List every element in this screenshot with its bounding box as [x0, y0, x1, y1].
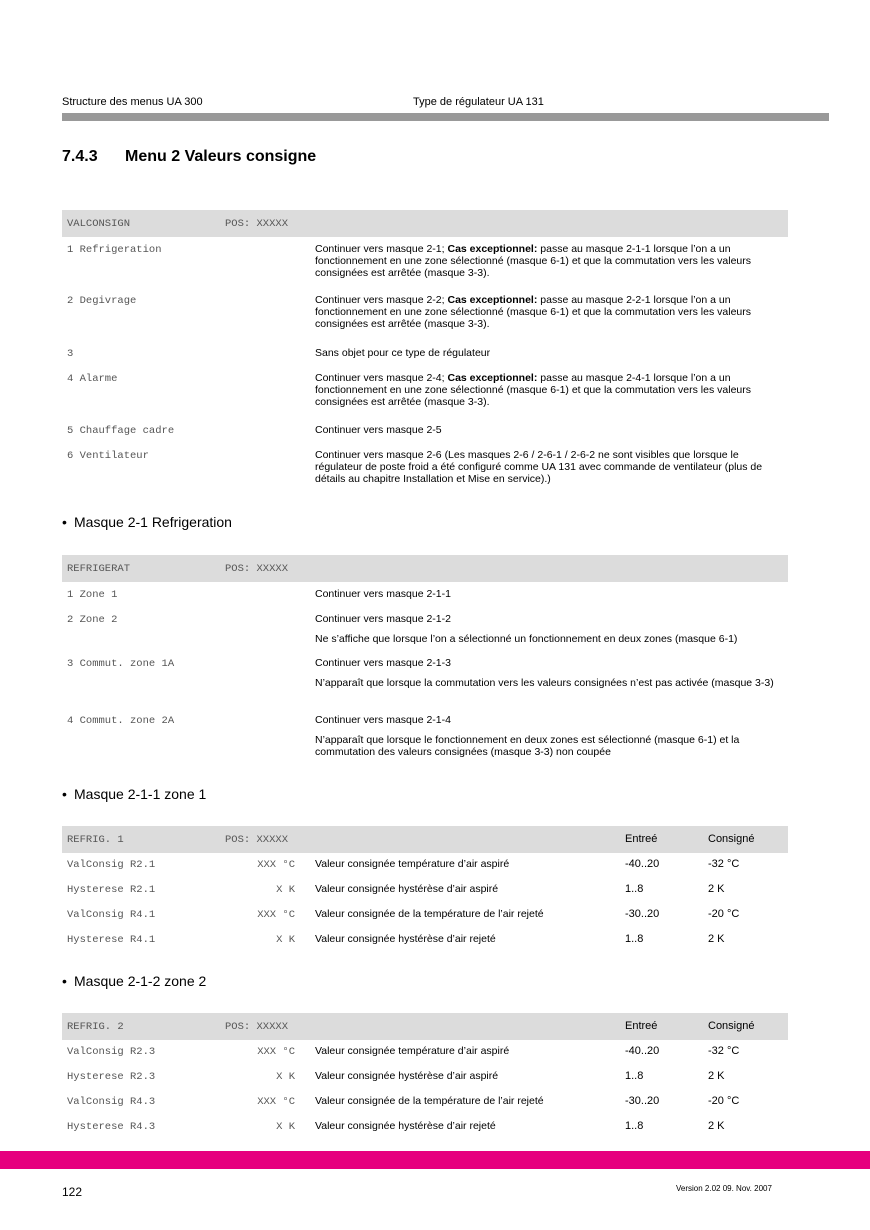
header-left: Structure des menus UA 300 — [62, 96, 203, 108]
row-consigne: 2 K — [708, 933, 725, 945]
row-description: Continuer vers masque 2-5 — [315, 424, 442, 436]
table-header — [62, 210, 788, 237]
row-entree: -40..20 — [625, 1045, 660, 1057]
row-description: Continuer vers masque 2-1-4 N’apparaît que lorsque le fonctionnement en deux zones est sélectionné (masque 6-1) et la commutation des valeurs consignées (masque 3-3) non coupée — [315, 714, 740, 758]
section-title — [62, 148, 316, 166]
header-consigne: Consigné — [708, 833, 755, 845]
table-row — [62, 1120, 788, 1140]
row-code: 6 Ventilateur — [67, 450, 149, 462]
row-consigne: -32 °C — [708, 1045, 740, 1057]
version-date: Version 2.02 09. Nov. 2007 — [676, 1184, 772, 1193]
row-unit: X K — [276, 1121, 295, 1133]
row-code: 4 Commut. zone 2A — [67, 715, 175, 727]
section-title-text: Menu 2 Valeurs consigne — [125, 148, 317, 165]
row-code: ValConsig R2.1 — [67, 859, 156, 871]
row-description: Continuer vers masque 2-1-3 N’apparaît que lorsque la commutation vers les valeurs consignées n’est pas activée (masque 3-3) — [315, 657, 774, 689]
row-unit: XXX °C — [257, 909, 295, 921]
row-description: Continuer vers masque 2-1-1 — [315, 588, 451, 600]
header-consigne: Consigné — [708, 1020, 755, 1032]
table-row — [62, 858, 788, 878]
row-description: Valeur consignée température d’air aspiré — [315, 1045, 510, 1057]
header-code: REFRIG. 2 — [67, 1021, 124, 1033]
refrig2-table — [62, 1013, 788, 1133]
row-entree: 1..8 — [625, 1120, 644, 1132]
row-unit: X K — [276, 1071, 295, 1083]
row-description: Valeur consignée hystérèse d’air aspiré — [315, 883, 499, 895]
header-code: REFRIG. 1 — [67, 834, 124, 846]
row-consigne: 2 K — [708, 1070, 725, 1082]
header-entree: Entreé — [625, 833, 658, 845]
header-pos: POS: XXXXX — [225, 563, 289, 575]
row-description: Sans objet pour ce type de régulateur — [315, 347, 491, 359]
row-consigne: -20 °C — [708, 908, 740, 920]
bullet-masque-2-1-1: • Masque 2-1-1 zone 1 — [62, 786, 207, 802]
row-code: 4 Alarme — [67, 373, 118, 385]
row-code: Hysterese R2.1 — [67, 884, 156, 896]
table-header — [62, 826, 788, 853]
refrigerat-table — [62, 555, 788, 758]
row-code: 3 — [67, 348, 74, 360]
valconsign-table — [62, 210, 788, 485]
header-entree: Entreé — [625, 1020, 658, 1032]
section-number: 7.4.3 — [62, 148, 98, 165]
row-code: 1 Refrigeration — [67, 244, 162, 256]
row-consigne: -32 °C — [708, 858, 740, 870]
row-entree: 1..8 — [625, 1070, 644, 1082]
row-description: Continuer vers masque 2-6 (Les masques 2-6 / 2-6-1 / 2-6-2 ne sont visibles que lorsque le régulateur de poste froid a été configuré comme UA 131 avec commande de ventilateur (plus de détails au chapitre Installation et Mise en service).) — [315, 449, 763, 485]
table-row — [62, 908, 788, 928]
row-code: 1 Zone 1 — [67, 589, 118, 601]
table-row — [62, 1095, 788, 1115]
row-description: Valeur consignée hystérèse d’air rejeté — [315, 933, 496, 945]
bullet-masque-2-1-2: • Masque 2-1-2 zone 2 — [62, 973, 207, 989]
row-code: ValConsig R4.3 — [67, 1096, 156, 1108]
row-description: Valeur consignée de la température de l’air rejeté — [315, 908, 544, 920]
row-unit: XXX °C — [257, 1096, 295, 1108]
row-entree: -30..20 — [625, 908, 660, 920]
page-number: 122 — [62, 1185, 83, 1199]
row-description: Continuer vers masque 2-4; Cas exceptionnel: passe au masque 2-4-1 lorsque l’on a un fonctionnement en une zone sélectionné (masque 6-1) et que la commutation vers les valeurs consignées est arrêtée (masque 3-3). — [315, 372, 751, 408]
row-entree: -40..20 — [625, 858, 660, 870]
header-code: REFRIGERAT — [67, 563, 131, 575]
bullet-masque-2-1: • Masque 2-1 Refrigeration — [62, 514, 232, 530]
header-pos: POS: XXXXX — [225, 834, 289, 846]
row-code: ValConsig R2.3 — [67, 1046, 156, 1058]
row-code: Hysterese R2.3 — [67, 1071, 156, 1083]
header-code: VALCONSIGN — [67, 218, 131, 230]
row-code: Hysterese R4.1 — [67, 934, 156, 946]
row-unit: X K — [276, 884, 295, 896]
row-code: 2 Zone 2 — [67, 614, 118, 626]
row-description: Continuer vers masque 2-2; Cas exceptionnel: passe au masque 2-2-1 lorsque l’on a un fonctionnement en une zone sélectionné (masque 6-1) et que la commutation vers les valeurs consignées est arrêtée (masque 3-3). — [315, 294, 751, 330]
refrig1-table — [62, 826, 788, 946]
header-pos: POS: XXXXX — [225, 1021, 289, 1033]
header-pos: POS: XXXXX — [225, 218, 289, 230]
row-entree: -30..20 — [625, 1095, 660, 1107]
row-consigne: -20 °C — [708, 1095, 740, 1107]
row-description: Valeur consignée de la température de l’air rejeté — [315, 1095, 544, 1107]
row-entree: 1..8 — [625, 883, 644, 895]
table-row — [62, 1070, 788, 1090]
table-header — [62, 555, 788, 582]
table-row — [62, 1045, 788, 1065]
row-entree: 1..8 — [625, 933, 644, 945]
row-code: Hysterese R4.3 — [67, 1121, 156, 1133]
row-consigne: 2 K — [708, 883, 725, 895]
table-row — [62, 933, 788, 953]
row-description: Valeur consignée hystérèse d’air rejeté — [315, 1120, 496, 1132]
row-code: 3 Commut. zone 1A — [67, 658, 175, 670]
footer-accent-bar — [0, 1151, 870, 1169]
row-description: Continuer vers masque 2-1; Cas exceptionnel: passe au masque 2-1-1 lorsque l’on a un fonctionnement en une zone sélectionné (masque 6-1) et que la commutation vers les valeurs consignées est arrêtée (masque 3-3). — [315, 243, 751, 279]
row-unit: XXX °C — [257, 859, 295, 871]
header-rule — [62, 113, 829, 121]
row-code: 5 Chauffage cadre — [67, 425, 175, 437]
row-description: Valeur consignée température d’air aspiré — [315, 858, 510, 870]
table-header — [62, 1013, 788, 1040]
header-center: Type de régulateur UA 131 — [413, 96, 544, 108]
row-unit: X K — [276, 934, 295, 946]
row-unit: XXX °C — [257, 1046, 295, 1058]
table-row — [62, 883, 788, 903]
row-description: Valeur consignée hystérèse d’air aspiré — [315, 1070, 499, 1082]
row-description: Continuer vers masque 2-1-2 Ne s’affiche que lorsque l’on a sélectionné un fonctionnement en deux zones (masque 6-1) — [315, 613, 738, 645]
row-code: ValConsig R4.1 — [67, 909, 156, 921]
row-consigne: 2 K — [708, 1120, 725, 1132]
row-code: 2 Degivrage — [67, 295, 137, 307]
